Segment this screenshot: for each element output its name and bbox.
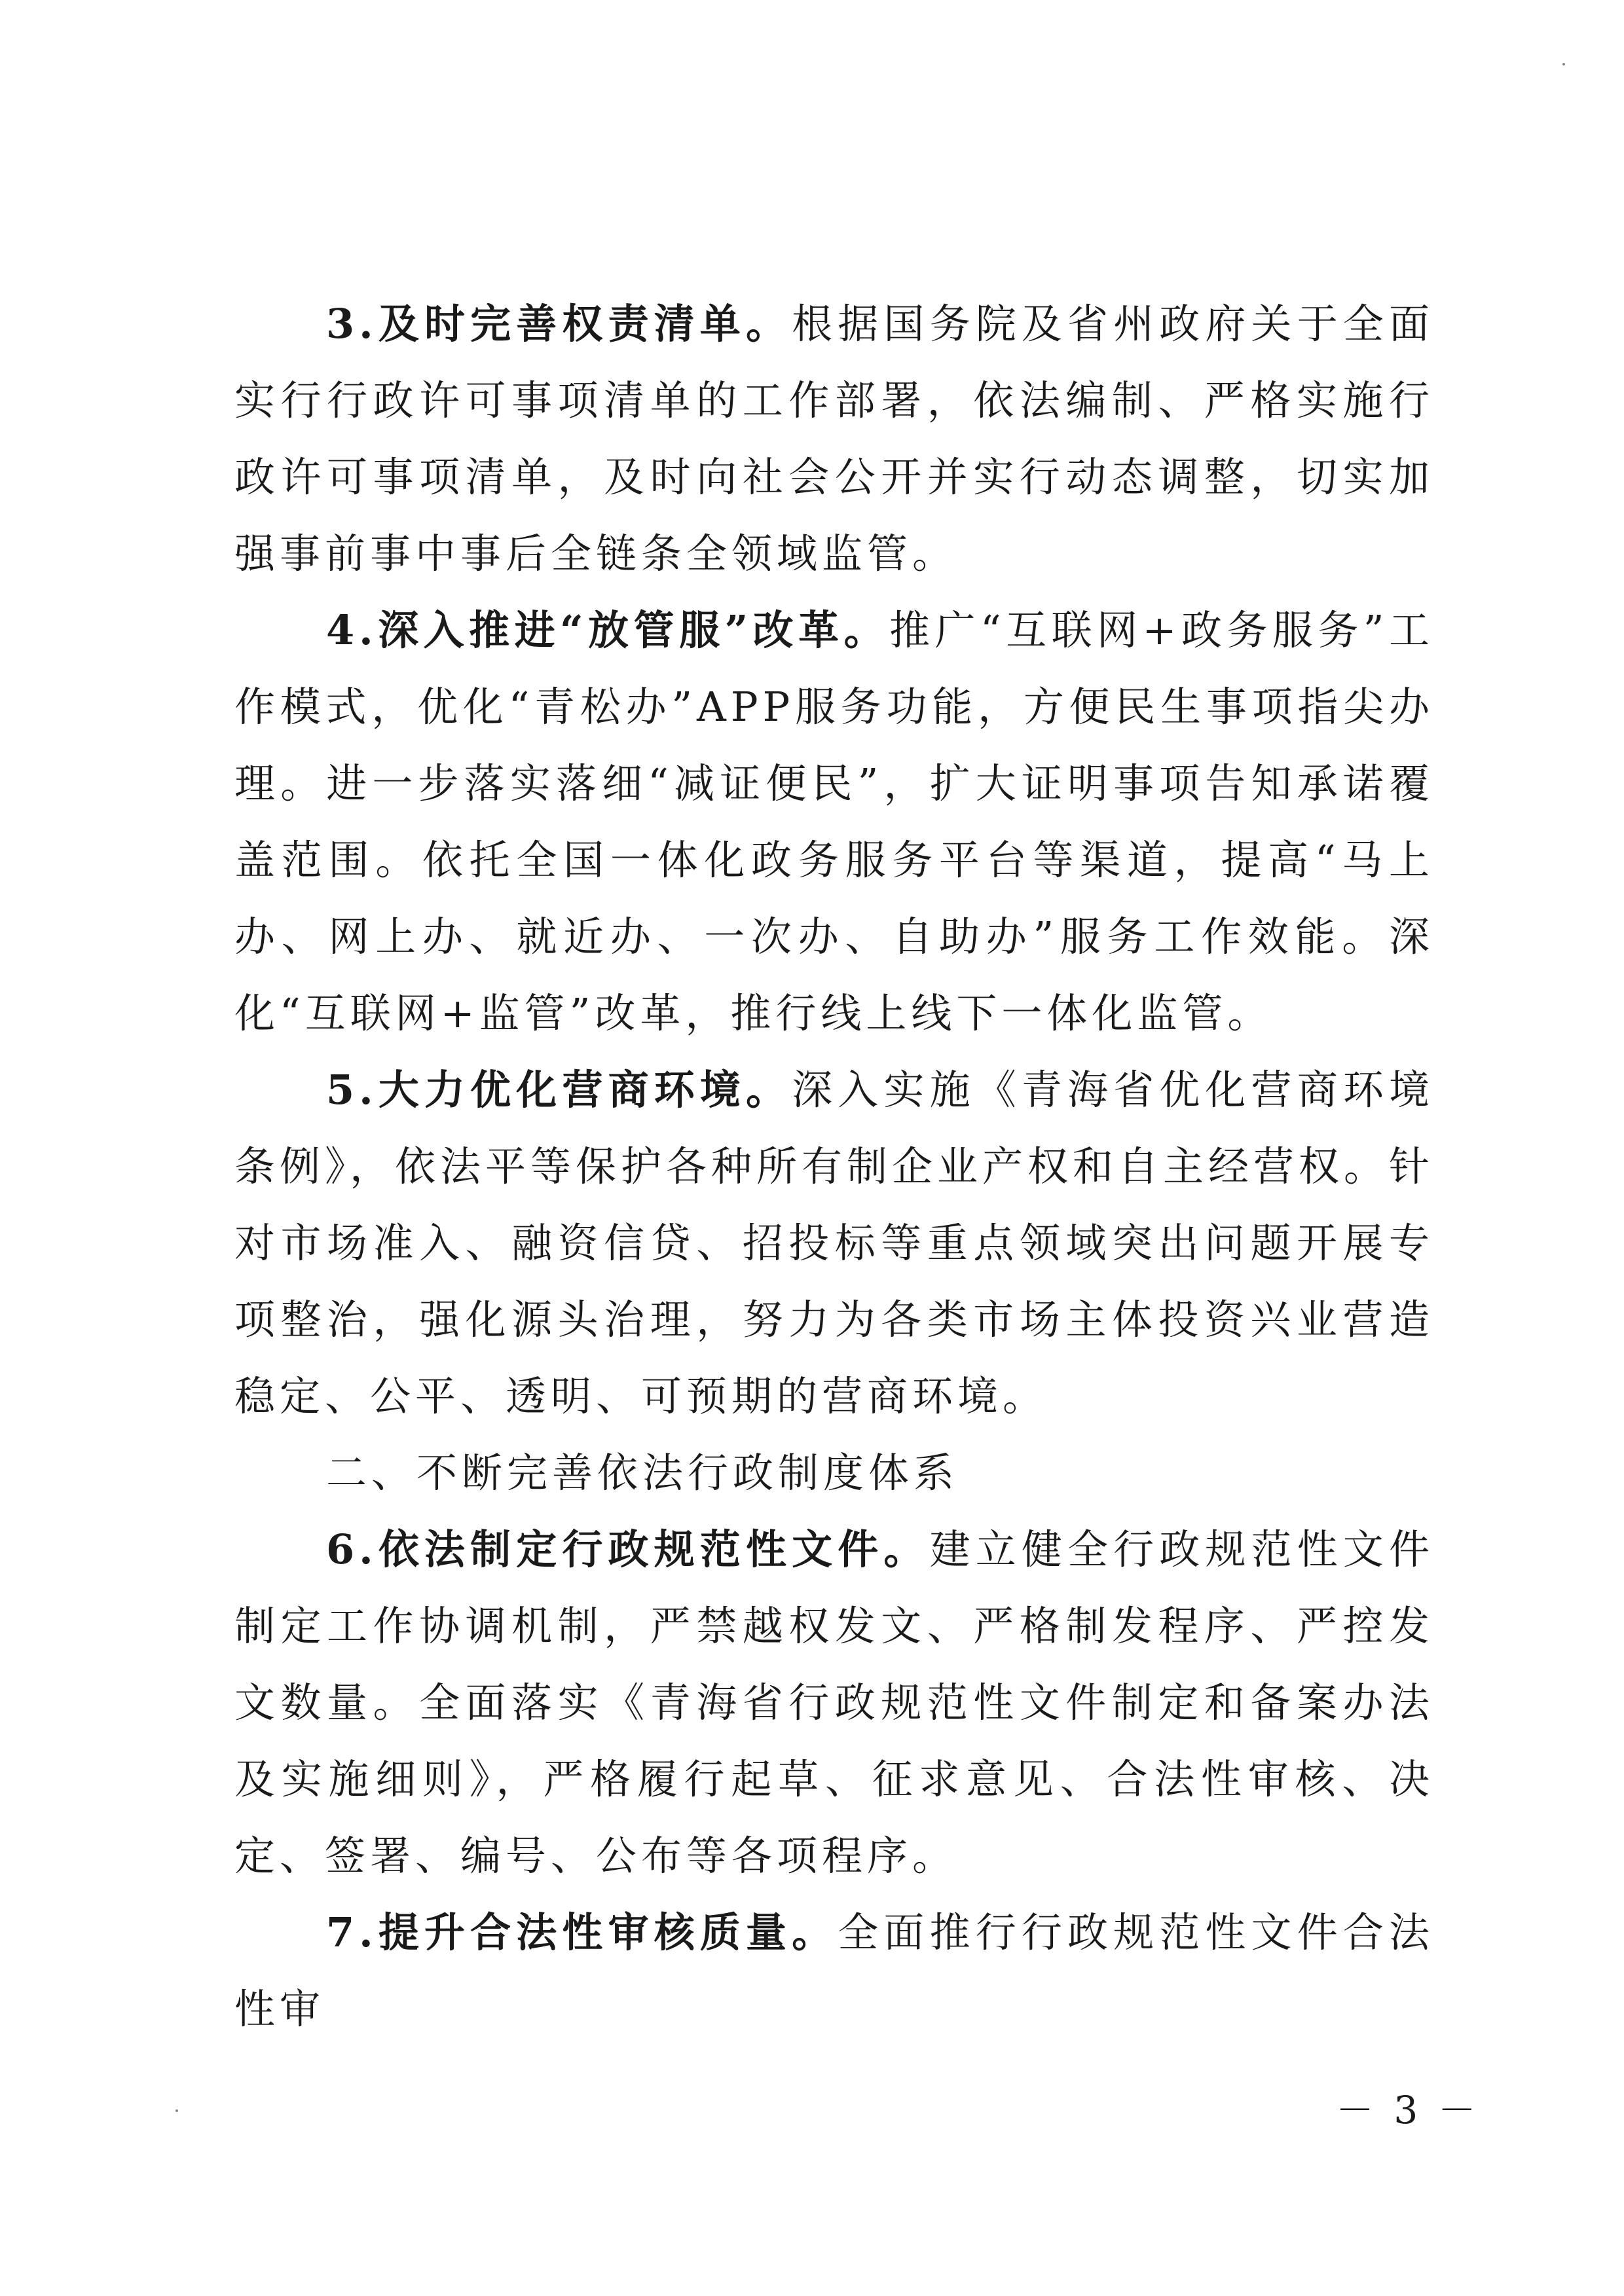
- paragraph-text: 根据国务院及省州政府关于全面实行行政许可事项清单的工作部署，依法编制、严格实施行政许可事项清单，及时向社会公开并实行动态调整，切实加强事前事中事后全链条全领域监管。: [234, 300, 1434, 577]
- paragraph-text: 深入实施《青海省优化营商环境条例》，依法平等保护各种所有制企业产权和自主经营权。针对市场准入、融资信贷、招投标等重点领域突出问题开展专项整治，强化源头治理，努力为各类市场主体投资兴业营造稳定、公平、透明、可预期的营商环境。: [234, 1066, 1435, 1420]
- paragraph-item-6: [234, 1511, 1434, 1894]
- paragraph-lead: 5.大力优化营商环境。: [326, 1066, 792, 1114]
- section-heading: 二、不断完善依法行政制度体系: [326, 1449, 959, 1497]
- paragraph-text: 建立健全行政规范性文件制定工作协调机制，严禁越权发文、严格制发程序、严控发文数量。全面落实《青海省行政规范性文件制定和备案办法及实施细则》，严格履行起草、征求意见、合法性审核、决定、签署、编号、公布等各项程序。: [234, 1525, 1434, 1880]
- scan-speck: [1562, 63, 1565, 65]
- paragraph-lead: 4.深入推进“放管服”改革。: [326, 606, 890, 654]
- paragraph-lead: 7.提升合法性审核质量。: [326, 1908, 838, 1956]
- paragraph-item-3: [234, 285, 1434, 592]
- page-number: － 3 －: [1336, 2088, 1480, 2132]
- paragraph-item-5: [234, 1051, 1434, 1434]
- paragraph-lead: 3.及时完善权责清单。: [326, 300, 792, 348]
- scan-speck: [175, 2109, 178, 2112]
- document-body: [234, 285, 1434, 2047]
- paragraph-lead: 6.依法制定行政规范性文件。: [326, 1525, 930, 1573]
- paragraph-item-4: [234, 592, 1434, 1051]
- paragraph-text: 推广“互联网+政务服务”工作模式，优化“青松办”APP服务功能，方便民生事项指尖办理。进一步落实落细“减证便民”，扩大证明事项告知承诺覆盖范围。依托全国一体化政务服务平台等渠道，提高“马上办、网上办、就近办、一次办、自助办”服务工作效能。深化“互联网+监管”改革，推行线上线下一体化监管。: [234, 606, 1434, 1037]
- paragraph-text: 全面推行行政规范性文件合法性审: [234, 1908, 1434, 2033]
- paragraph-item-7: [234, 1894, 1434, 2047]
